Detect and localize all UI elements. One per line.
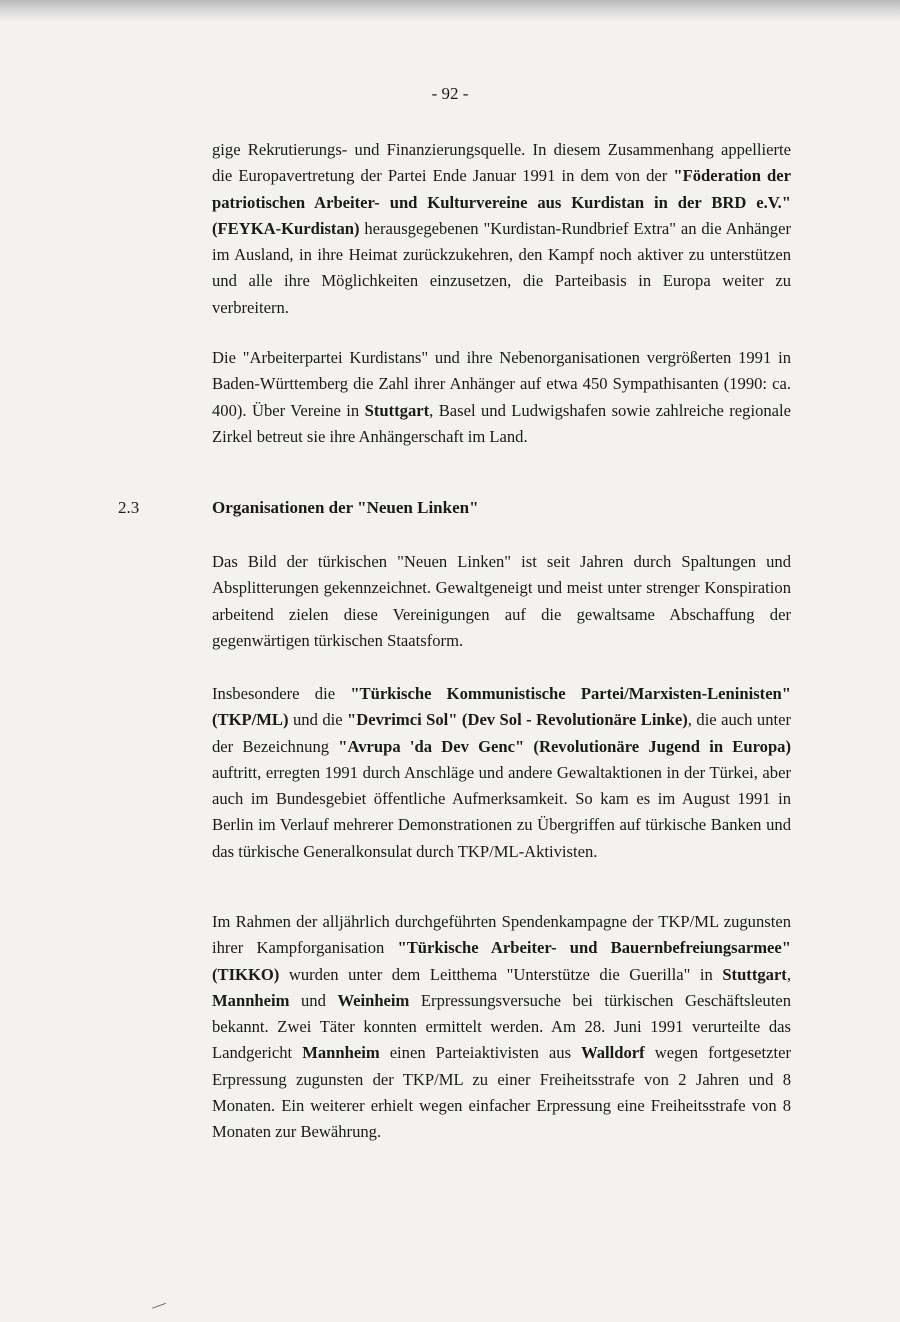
paragraph-5 [212,909,791,1146]
text-span: gige Rekrutierungs- und Finanzierungsquelle. In diesem Zusammenhang appellierte die Europavertretung der Partei Ende Januar 1991 in dem von der [212,140,791,186]
section-number: 2.3 [118,498,140,517]
text-span: Im Rahmen der alljährlich durchgeführten Spendenkampagne der TKP/ML zugunsten ihrer Kampforganisation [212,912,791,958]
bold-text-span: "Türkische Arbeiter- und Bauernbefreiungsarmee" (TIKKO) [212,938,791,984]
text-span: Insbesondere die [212,684,351,703]
text-span: , die auch unter der Bezeichnung [212,710,791,756]
scan-top-edge [0,0,900,22]
paragraph-2 [212,345,791,450]
paragraph-1 [212,137,791,321]
text-span: Die "Arbeiterpartei Kurdistans" und ihre Nebenorganisationen vergrößerten 1991 in Baden-Württemberg die Zahl ihrer Anhänger auf etwa 450 Sympathisanten (1990: ca. 400). Über Vereine in [212,348,791,420]
text-span: Erpressungsversuche bei türkischen Geschäftsleuten bekannt. Zwei Täter konnten ermittelt werden. Am 28. Juni 1991 verurteilte das Landgericht [212,990,791,1063]
page-number: - 92 - [431,84,469,103]
text-span: , Basel und Ludwigshafen sowie zahlreiche regionale Zirkel betreut sie ihre Anhängerschaft im Land. [212,400,792,446]
paragraph-4 [212,681,791,865]
bold-text-span: "Avrupa 'da Dev Genc" (Revolutionäre Jugend in Europa) [338,736,792,756]
bold-text-span: "Devrimci Sol" (Dev Sol - Revolutionäre Linke) [347,710,688,730]
text-span: herausgegebenen "Kurdistan-Rundbrief Extra" an die Anhänger im Ausland, in ihre Heimat zurückzukehren, den Kampf noch aktiver zu unterstützen und alle ihre Möglichkeiten einzusetzen, die Parteibasis in Europa weiter zu verbreitern. [212,218,791,317]
bold-text-span: "Türkische Kommunistische Partei/Marxisten-Leninisten" (TKP/ML) [212,684,791,730]
text-span: auftritt, erregten 1991 durch Anschläge und andere Gewaltaktionen in der Türkei, aber auch im Bundesgebiet öffentliche Aufmerksamkeit. So kam es im August 1991 in Berlin im Verlauf mehrerer Demonstrationen zu Übergriffen auf türkische Banken und das türkische Generalkonsulat durch TKP/ML-Aktivisten. [212,762,791,861]
bold-text-span: Mannheim [212,990,290,1010]
bold-text-span: Walldorf [581,1043,645,1063]
bold-text-span: Weinheim [337,990,410,1010]
text-span: wegen fortgesetzter Erpressung zugunsten der TKP/ML zu einer Freiheitsstrafe von 2 Jahren und 8 Monaten. Ein weiterer erhielt wegen einfacher Erpressung eine Freiheitsstrafe von 8 Monaten zur Bewährung. [212,1043,791,1142]
text-span: Das Bild der türkischen "Neuen Linken" ist seit Jahren durch Spaltungen und Absplitterungen gekennzeichnet. Gewaltgeneigt und meist unter strenger Konspiration arbeitend zielen diese Vereinigungen auf die gewaltsame Abschaffung der gegenwärtigen türkischen Staatsform. [212,552,791,650]
paragraph-3 [212,549,791,654]
bold-text-span: Stuttgart [364,400,430,420]
text-span: einen Parteiaktivisten aus [379,1043,582,1063]
bold-text-span: Stuttgart [722,964,787,984]
text-span: und die [288,710,348,730]
text-span: wurden unter dem Leitthema "Unterstütze die Guerilla" in [279,964,723,984]
section-title: Organisationen der "Neuen Linken" [212,498,479,517]
text-span: und [289,990,338,1010]
text-span: , [786,964,791,984]
bold-text-span: Mannheim [302,1043,380,1063]
bold-text-span: "Föderation der patriotischen Arbeiter- und Kulturvereine aus Kurdistan in der BRD e.V." (FEYKA-Kurdistan) [212,166,791,238]
pen-mark: — [149,1296,168,1315]
